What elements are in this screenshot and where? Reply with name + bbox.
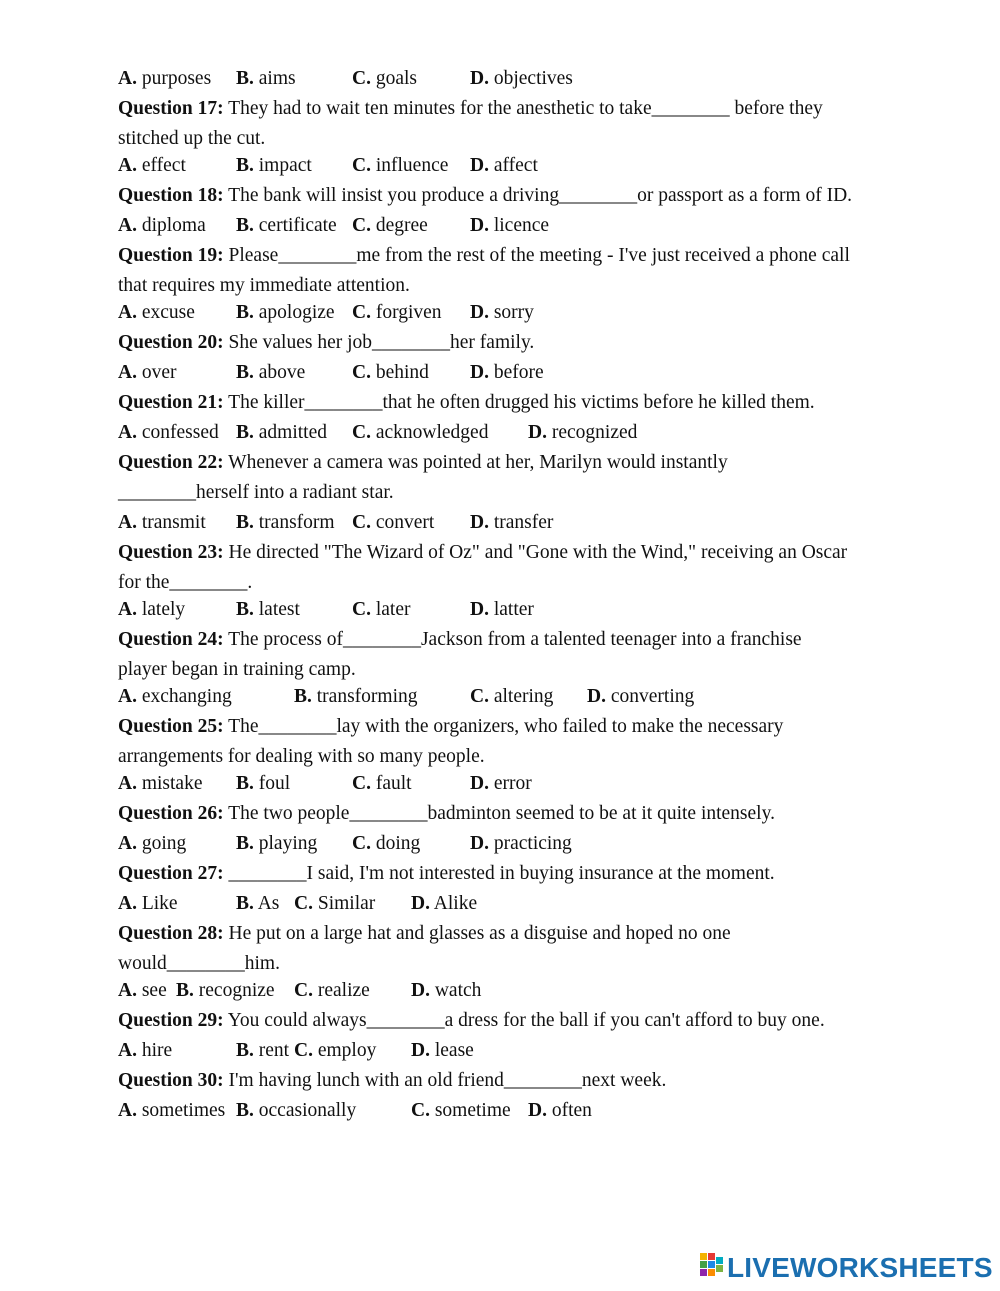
option-letter-d: D. xyxy=(470,155,489,176)
option-c: forgiven xyxy=(375,302,442,323)
options-row xyxy=(118,976,918,1006)
option-letter-c: C. xyxy=(352,362,371,383)
option-letter-a: A. xyxy=(118,68,137,89)
option-letter-b: B. xyxy=(236,1040,254,1061)
option-letter-a: A. xyxy=(118,686,137,707)
option-letter-b: B. xyxy=(236,599,254,620)
question-20 xyxy=(118,328,918,358)
option-letter-b: B. xyxy=(236,68,254,89)
option-a: diploma xyxy=(141,215,206,236)
question-18 xyxy=(118,181,918,211)
question-text: The bank will insist you produce a driving________or passport as a form of ID. xyxy=(228,185,853,206)
option-letter-c: C. xyxy=(352,302,371,323)
question-23 xyxy=(118,538,918,568)
option-b: apologize xyxy=(258,302,335,323)
question-text: player began in training camp. xyxy=(118,659,356,680)
option-c: fault xyxy=(375,773,412,794)
option-b: latest xyxy=(258,599,300,620)
option-letter-d: D. xyxy=(587,686,606,707)
option-letter-a: A. xyxy=(118,1100,137,1121)
option-d: lease xyxy=(434,1040,474,1061)
question-label: Question 17: xyxy=(118,98,224,119)
option-letter-d: D. xyxy=(470,512,489,533)
question-text: They had to wait ten minutes for the anesthetic to take________ before they xyxy=(228,98,823,119)
option-letter-c: C. xyxy=(352,155,371,176)
option-letter-b: B. xyxy=(236,833,254,854)
option-a: over xyxy=(141,362,177,383)
options-row xyxy=(118,1096,918,1126)
question-label: Question 28: xyxy=(118,923,224,944)
option-c: influence xyxy=(375,155,449,176)
question-text: He directed "The Wizard of Oz" and "Gone with the Wind," receiving an Oscar xyxy=(228,542,848,563)
option-b: rent xyxy=(258,1040,290,1061)
option-letter-d: D. xyxy=(528,422,547,443)
question-17-continued xyxy=(118,124,918,151)
option-a: mistake xyxy=(141,773,203,794)
option-letter-a: A. xyxy=(118,422,137,443)
question-label: Question 25: xyxy=(118,716,224,737)
option-b: playing xyxy=(258,833,318,854)
question-label: Question 27: xyxy=(118,863,224,884)
option-letter-c: C. xyxy=(352,215,371,236)
option-a: Like xyxy=(141,893,178,914)
question-label: Question 22: xyxy=(118,452,224,473)
question-28 xyxy=(118,919,918,949)
option-b: foul xyxy=(258,773,291,794)
option-d: transfer xyxy=(493,512,554,533)
option-b: above xyxy=(258,362,306,383)
option-letter-d: D. xyxy=(470,833,489,854)
option-letter-d: D. xyxy=(470,773,489,794)
option-c: realize xyxy=(317,980,370,1001)
option-letter-d: D. xyxy=(411,893,430,914)
options-row xyxy=(118,151,918,181)
options-row xyxy=(118,508,918,538)
option-letter-b: B. xyxy=(236,302,254,323)
option-letter-b: B. xyxy=(236,773,254,794)
option-b: recognize xyxy=(198,980,275,1001)
options-row xyxy=(118,1036,918,1066)
option-c: behind xyxy=(375,362,429,383)
question-label: Question 19: xyxy=(118,245,224,266)
question-17 xyxy=(118,94,918,124)
question-label: Question 21: xyxy=(118,392,224,413)
options-row xyxy=(118,418,918,448)
option-a: purposes xyxy=(141,68,212,89)
options-row xyxy=(118,298,918,328)
option-letter-c: C. xyxy=(294,1040,313,1061)
question-label: Question 26: xyxy=(118,803,224,824)
option-letter-a: A. xyxy=(118,155,137,176)
option-letter-c: C. xyxy=(294,980,313,1001)
question-25-continued xyxy=(118,742,918,769)
option-d: watch xyxy=(434,980,482,1001)
option-letter-b: B. xyxy=(294,686,312,707)
question-text: He put on a large hat and glasses as a disguise and hoped no one xyxy=(228,923,731,944)
question-text: arrangements for dealing with so many people. xyxy=(118,746,485,767)
question-text: for the________. xyxy=(118,572,253,593)
question-label: Question 24: xyxy=(118,629,224,650)
question-text: Whenever a camera was pointed at her, Marilyn would instantly xyxy=(228,452,728,473)
option-letter-a: A. xyxy=(118,980,137,1001)
option-d: recognized xyxy=(551,422,638,443)
question-text: I'm having lunch with an old friend________next week. xyxy=(228,1070,667,1091)
option-d: licence xyxy=(493,215,550,236)
option-a: hire xyxy=(141,1040,173,1061)
question-text: ________I said, I'm not interested in buying insurance at the moment. xyxy=(228,863,775,884)
option-letter-d: D. xyxy=(470,302,489,323)
option-letter-c: C. xyxy=(352,599,371,620)
question-21 xyxy=(118,388,918,418)
option-a: transmit xyxy=(141,512,206,533)
option-b: certificate xyxy=(258,215,337,236)
options-row xyxy=(118,682,918,712)
option-d: Alike xyxy=(433,893,478,914)
option-letter-c: C. xyxy=(352,422,371,443)
option-c: goals xyxy=(375,68,418,89)
option-letter-a: A. xyxy=(118,302,137,323)
option-d: practicing xyxy=(493,833,572,854)
option-a: see xyxy=(141,980,167,1001)
question-26 xyxy=(118,799,918,829)
question-text: stitched up the cut. xyxy=(118,128,266,149)
question-label: Question 20: xyxy=(118,332,224,353)
option-letter-a: A. xyxy=(118,1040,137,1061)
option-letter-c: C. xyxy=(352,68,371,89)
option-b: aims xyxy=(258,68,296,89)
option-letter-b: B. xyxy=(236,362,254,383)
option-d: affect xyxy=(493,155,538,176)
question-24-continued xyxy=(118,655,918,682)
option-c: later xyxy=(375,599,411,620)
option-letter-d: D. xyxy=(470,362,489,383)
option-letter-d: D. xyxy=(411,1040,430,1061)
option-letter-d: D. xyxy=(411,980,430,1001)
option-letter-b: B. xyxy=(176,980,194,1001)
option-letter-c: C. xyxy=(294,893,313,914)
option-letter-c: C. xyxy=(470,686,489,707)
option-letter-d: D. xyxy=(470,215,489,236)
option-b: transform xyxy=(258,512,335,533)
option-a: going xyxy=(141,833,187,854)
option-letter-a: A. xyxy=(118,773,137,794)
option-letter-c: C. xyxy=(352,773,371,794)
option-b: As xyxy=(257,893,280,914)
option-letter-c: C. xyxy=(352,833,371,854)
option-b: impact xyxy=(258,155,312,176)
question-text: She values her job________her family. xyxy=(228,332,535,353)
question-text: You could always________a dress for the ball if you can't afford to buy one. xyxy=(227,1010,825,1031)
option-d: error xyxy=(493,773,532,794)
question-29 xyxy=(118,1006,918,1036)
option-letter-b: B. xyxy=(236,893,254,914)
question-label: Question 30: xyxy=(118,1070,224,1091)
question-text: Please________me from the rest of the meeting - I've just received a phone call xyxy=(228,245,850,266)
question-24 xyxy=(118,625,918,655)
option-d: converting xyxy=(610,686,695,707)
option-b: admitted xyxy=(258,422,327,443)
option-a: excuse xyxy=(141,302,195,323)
option-a: sometimes xyxy=(141,1100,226,1121)
option-letter-a: A. xyxy=(118,215,137,236)
option-d: often xyxy=(551,1100,592,1121)
question-text: ________herself into a radiant star. xyxy=(118,482,394,503)
options-row xyxy=(118,829,918,859)
option-c: sometime xyxy=(434,1100,511,1121)
question-text: The killer________that he often drugged his victims before he killed them. xyxy=(228,392,815,413)
question-30 xyxy=(118,1066,918,1096)
option-c: convert xyxy=(375,512,435,533)
option-letter-c: C. xyxy=(411,1100,430,1121)
option-c: acknowledged xyxy=(375,422,489,443)
option-letter-a: A. xyxy=(118,599,137,620)
option-letter-d: D. xyxy=(528,1100,547,1121)
option-letter-a: A. xyxy=(118,833,137,854)
question-text: that requires my immediate attention. xyxy=(118,275,410,296)
option-letter-b: B. xyxy=(236,422,254,443)
option-c: doing xyxy=(375,833,421,854)
options-row xyxy=(118,64,918,94)
option-c: degree xyxy=(375,215,428,236)
option-a: exchanging xyxy=(141,686,232,707)
option-c: altering xyxy=(493,686,554,707)
option-c: employ xyxy=(317,1040,377,1061)
question-23-continued xyxy=(118,568,918,595)
question-text: The________lay with the organizers, who failed to make the necessary xyxy=(228,716,784,737)
option-a: effect xyxy=(141,155,186,176)
question-22-continued xyxy=(118,478,918,508)
option-d: latter xyxy=(493,599,534,620)
question-25 xyxy=(118,712,918,742)
option-letter-a: A. xyxy=(118,512,137,533)
liveworksheets-logo xyxy=(700,1250,993,1286)
options-row xyxy=(118,358,918,388)
option-letter-a: A. xyxy=(118,362,137,383)
question-28-continued xyxy=(118,949,918,976)
question-text: would________him. xyxy=(118,953,280,974)
brand-text: LIVEWORKSHEETS xyxy=(727,1252,993,1283)
worksheet xyxy=(118,64,918,1126)
option-letter-b: B. xyxy=(236,155,254,176)
options-row xyxy=(118,595,918,625)
question-19-continued xyxy=(118,271,918,298)
option-letter-d: D. xyxy=(470,599,489,620)
option-b: occasionally xyxy=(258,1100,357,1121)
option-letter-a: A. xyxy=(118,893,137,914)
option-letter-b: B. xyxy=(236,512,254,533)
options-row xyxy=(118,211,918,241)
question-27 xyxy=(118,859,918,889)
option-letter-b: B. xyxy=(236,1100,254,1121)
option-c: Similar xyxy=(317,893,376,914)
option-letter-d: D. xyxy=(470,68,489,89)
question-label: Question 18: xyxy=(118,185,224,206)
question-19 xyxy=(118,241,918,271)
option-d: sorry xyxy=(493,302,534,323)
option-d: objectives xyxy=(493,68,573,89)
option-b: transforming xyxy=(316,686,418,707)
options-row xyxy=(118,769,918,799)
liveworksheets-blocks-icon xyxy=(700,1253,724,1283)
question-label: Question 23: xyxy=(118,542,224,563)
options-row xyxy=(118,889,918,919)
question-text: The process of________Jackson from a talented teenager into a franchise xyxy=(228,629,802,650)
question-text: The two people________badminton seemed to be at it quite intensely. xyxy=(228,803,775,824)
option-a: confessed xyxy=(141,422,219,443)
question-22 xyxy=(118,448,918,478)
option-letter-b: B. xyxy=(236,215,254,236)
option-letter-c: C. xyxy=(352,512,371,533)
option-a: lately xyxy=(141,599,186,620)
option-d: before xyxy=(493,362,544,383)
question-label: Question 29: xyxy=(118,1010,224,1031)
